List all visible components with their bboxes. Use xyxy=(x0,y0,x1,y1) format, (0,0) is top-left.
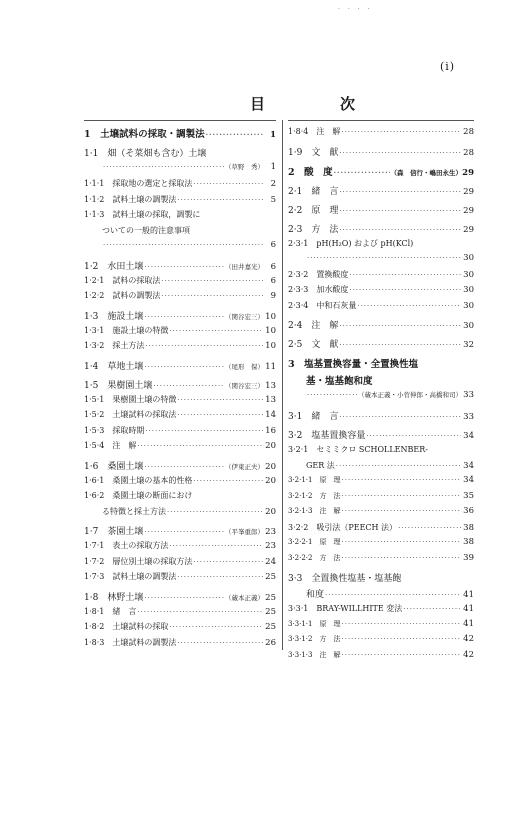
entry-label: 2·2 原 理 xyxy=(288,205,339,216)
toc-entry xyxy=(288,184,474,200)
entry-label: 1·1·1 採取地の選定と採取法 xyxy=(84,179,193,188)
toc-entry xyxy=(84,571,276,587)
entry-label: 2·1 緒 言 xyxy=(288,186,339,197)
entry-label: 1·8 林野土壌 xyxy=(84,592,144,603)
leader-dots xyxy=(349,271,461,279)
leader-dots xyxy=(153,382,224,390)
entry-page: 10 xyxy=(265,341,276,351)
entry-author: （草野 秀） xyxy=(225,163,264,171)
entry-author: （蔵本正義） xyxy=(225,593,264,602)
entry-page: 41 xyxy=(463,604,474,614)
leader-dots xyxy=(325,591,461,599)
toc-entry xyxy=(288,253,474,269)
leader-dots xyxy=(144,463,224,471)
entry-label: 3·2·1·3 注 解 xyxy=(288,507,341,515)
entry-page: 20 xyxy=(265,475,276,486)
leader-dots xyxy=(137,442,263,450)
toc-entry xyxy=(288,238,474,254)
toc-entry xyxy=(288,571,474,587)
leader-dots xyxy=(193,558,263,566)
toc-entry xyxy=(84,378,276,394)
toc-entry xyxy=(84,359,276,375)
entry-label: 3 塩基置換容量・全置換性塩 xyxy=(288,359,419,370)
entry-label: 1·5 果樹園土壌 xyxy=(84,380,153,391)
entry-label: 1·6·1 桑園土壌の基本的性格 xyxy=(84,475,193,485)
entry-label: 1·5·4 注 解 xyxy=(84,441,137,450)
toc-entry xyxy=(288,650,474,666)
column-divider xyxy=(282,120,283,650)
entry-label: 3·3·1 BRAY-WILLHITE 変法 xyxy=(288,604,403,613)
toc-entry xyxy=(84,540,276,556)
entry-page: 10 xyxy=(265,325,276,336)
entry-page: 25 xyxy=(265,572,276,582)
entry-page: 28 xyxy=(463,127,474,137)
leader-dots xyxy=(342,620,462,628)
entry-label: 基・塩基飽和度 xyxy=(306,376,373,387)
toc-entry xyxy=(288,522,474,538)
toc-entry xyxy=(288,222,474,238)
leader-dots xyxy=(342,492,462,500)
toc-entry xyxy=(288,619,474,635)
entry-label: 1 土壌試料の採取・調製法 xyxy=(84,129,205,140)
leader-dots xyxy=(177,411,263,419)
toc-entry xyxy=(288,475,474,491)
entry-label: 2·3·1 pH(H₂O) および pH(KCl) xyxy=(288,238,414,248)
leader-dots xyxy=(144,363,224,371)
entry-page: 13 xyxy=(265,394,276,405)
entry-page: 35 xyxy=(463,490,474,501)
entry-label: 1·9 文 献 xyxy=(288,147,339,158)
entry-page: 41 xyxy=(463,590,474,600)
leader-dots xyxy=(193,180,263,188)
toc-entry xyxy=(84,425,276,441)
toc-entry xyxy=(84,606,276,622)
toc-entry xyxy=(84,162,276,178)
toc-entry xyxy=(288,203,474,219)
leader-dots xyxy=(307,254,461,262)
entry-label: 3·2·1 セミミクロ SCHOLLENBER- xyxy=(288,445,428,454)
toc-entry xyxy=(84,275,276,291)
toc-entry xyxy=(288,373,474,390)
entry-label: 1·7 茶園土壌 xyxy=(84,527,144,537)
toc-entry xyxy=(84,240,276,256)
entry-page: 16 xyxy=(265,425,276,436)
entry-label: 和度 xyxy=(306,590,325,600)
entry-label: 1·1·3 試料土壌の採取，調製に xyxy=(84,210,201,219)
toc-entry xyxy=(84,490,276,506)
leader-dots xyxy=(342,538,462,546)
toc-entry xyxy=(84,590,276,606)
entry-page: 25 xyxy=(265,606,276,617)
entry-page: 29 xyxy=(462,167,474,178)
entry-page: 10 xyxy=(265,311,276,322)
leader-dots xyxy=(334,168,390,177)
leader-dots xyxy=(307,391,357,399)
toc-right-column xyxy=(288,126,474,665)
leader-dots xyxy=(144,594,224,602)
toc-entry xyxy=(288,164,474,181)
toc-entry xyxy=(84,459,276,475)
entry-label: 1·2 水田土壌 xyxy=(84,261,144,272)
leader-dots xyxy=(144,528,224,536)
toc-entry xyxy=(288,269,474,285)
leader-dots xyxy=(103,241,263,249)
entry-label: 1·8·4 注 解 xyxy=(288,127,341,136)
toc-entry xyxy=(288,145,474,161)
toc-entry xyxy=(84,325,276,341)
leader-dots xyxy=(144,313,224,321)
leader-dots xyxy=(169,327,263,335)
leader-dots xyxy=(169,542,263,550)
leader-dots xyxy=(339,207,461,215)
toc-entry xyxy=(84,178,276,194)
toc-entry xyxy=(288,390,474,406)
entry-label: GER 法 xyxy=(306,460,335,470)
entry-page: 23 xyxy=(265,541,276,551)
leader-dots xyxy=(339,413,461,421)
entry-page: 25 xyxy=(265,592,276,603)
leader-dots xyxy=(145,342,263,350)
leader-dots xyxy=(339,341,461,349)
entry-page: 1 xyxy=(270,130,276,140)
leader-dots xyxy=(357,302,461,310)
toc-entry xyxy=(84,394,276,410)
entry-label: 2 酸 度 xyxy=(288,166,333,178)
toc-entry xyxy=(288,537,474,553)
entry-page: 24 xyxy=(265,556,276,567)
leader-dots xyxy=(144,263,224,271)
toc-entry xyxy=(288,356,474,373)
entry-page: 34 xyxy=(463,460,474,471)
entry-page: 30 xyxy=(463,253,474,263)
entry-page: 14 xyxy=(265,410,276,420)
entry-page: 34 xyxy=(463,431,474,441)
leader-dots xyxy=(177,573,263,581)
toc-title: 目 次 xyxy=(250,95,386,113)
entry-author: （森 信行・嶋田永生） xyxy=(390,168,462,177)
leader-dots xyxy=(342,476,462,484)
leader-dots xyxy=(366,432,461,440)
toc-entry xyxy=(84,409,276,425)
entry-page: 30 xyxy=(463,285,474,295)
entry-page: 32 xyxy=(463,340,474,350)
entry-page: 26 xyxy=(265,637,276,648)
entry-label: 3·3·1·1 原 理 xyxy=(288,619,341,628)
toc-entry xyxy=(84,506,276,522)
toc-entry xyxy=(288,300,474,316)
entry-page: 11 xyxy=(265,361,276,372)
entry-page: 39 xyxy=(463,552,474,563)
entry-page: 5 xyxy=(270,194,276,205)
entry-page: 20 xyxy=(265,441,276,451)
entry-label: 1·8·1 緒 言 xyxy=(84,606,137,616)
entry-page: 2 xyxy=(270,179,276,189)
entry-page: 30 xyxy=(463,321,474,331)
entry-label: 2·3 方 法 xyxy=(288,224,339,235)
entry-page: 9 xyxy=(270,291,276,301)
entry-label: 1·7·2 層位別土壌の採取方法 xyxy=(84,556,193,566)
entry-page: 23 xyxy=(265,527,276,537)
toc-entry xyxy=(288,460,474,476)
leader-dots xyxy=(339,322,461,330)
entry-page: 42 xyxy=(463,634,474,644)
entry-label: 3·3·1·2 方 法 xyxy=(288,635,341,643)
leader-dots xyxy=(339,149,461,157)
entry-author: （伊東正夫） xyxy=(225,462,264,471)
entry-page: 42 xyxy=(463,649,474,660)
toc-entry xyxy=(288,318,474,334)
entry-label: 3·2·1·2 方 法 xyxy=(288,491,341,500)
entry-label: 2·3·2 置換酸度 xyxy=(288,269,349,279)
entry-author: （関谷宏三） xyxy=(225,381,264,390)
toc-entry xyxy=(84,340,276,356)
leader-dots xyxy=(145,427,263,435)
entry-page: 38 xyxy=(463,537,474,547)
entry-page: 6 xyxy=(270,261,276,272)
entry-page: 34 xyxy=(463,475,474,485)
toc-entry xyxy=(288,337,474,353)
entry-author: （田井嘉光） xyxy=(225,262,264,271)
entry-label: 2·5 文 献 xyxy=(288,340,339,350)
toc-entry xyxy=(288,409,474,425)
toc-entry xyxy=(84,146,276,162)
toc-entry xyxy=(84,209,276,225)
leader-dots xyxy=(137,608,263,616)
entry-page: 29 xyxy=(463,205,474,216)
toc-entry xyxy=(84,524,276,540)
toc-entry xyxy=(288,284,474,300)
toc-entry xyxy=(288,587,474,603)
entry-page: 29 xyxy=(463,186,474,197)
entry-page: 25 xyxy=(265,622,276,632)
entry-page: 20 xyxy=(265,506,276,517)
left-top-rule xyxy=(84,120,276,121)
entry-label: 1·4 草地土壌 xyxy=(84,361,144,372)
entry-label: 1·5·1 果樹園土壌の特徴 xyxy=(84,394,177,404)
leader-dots xyxy=(167,508,263,516)
leader-dots xyxy=(206,130,263,139)
toc-left-column xyxy=(84,126,276,652)
entry-label: 1·8·3 土壌試料の調製法 xyxy=(84,637,177,647)
entry-label: 1·5·2 土壌試料の採取法 xyxy=(84,410,177,419)
leader-dots xyxy=(161,277,263,285)
toc-entry xyxy=(84,259,276,275)
toc-entry xyxy=(84,556,276,572)
entry-label: 1·3 施設土壌 xyxy=(84,311,144,322)
entry-label: 1·1·2 試料土壌の調製法 xyxy=(84,194,177,204)
toc-entry xyxy=(84,475,276,491)
scan-specks: · · · · xyxy=(338,6,373,13)
entry-label: 3·2 塩基置換容量 xyxy=(288,431,366,441)
entry-page: 1 xyxy=(270,162,276,172)
entry-label: 2·4 注 解 xyxy=(288,321,339,331)
toc-entry xyxy=(84,290,276,306)
leader-dots xyxy=(342,651,462,659)
leader-dots xyxy=(103,163,224,171)
entry-author: （関谷宏三） xyxy=(225,312,264,321)
toc-entry xyxy=(288,491,474,507)
entry-page: 20 xyxy=(265,461,276,472)
entry-label: 3·3 全置換性塩基・塩基飽 xyxy=(288,574,402,584)
toc-entry xyxy=(84,225,276,241)
leader-dots xyxy=(177,396,263,404)
entry-label: 1·3·1 施設土壌の特徴 xyxy=(84,325,169,335)
entry-label: 3·2·2·1 原 理 xyxy=(288,538,341,546)
entry-label: 3·2·2 吸引法（PEECH 法） xyxy=(288,522,398,532)
entry-label: 1·1 畑（そ菜畑も含む）土壌 xyxy=(84,149,207,159)
toc-entry xyxy=(288,603,474,619)
entry-page: 33 xyxy=(463,412,474,422)
toc-entry xyxy=(288,428,474,444)
leader-dots xyxy=(161,292,263,300)
toc-entry xyxy=(84,194,276,210)
entry-label: 2·3·4 中和石灰量 xyxy=(288,300,357,310)
toc-entry xyxy=(288,126,474,142)
entry-label: 2·3·3 加水酸度 xyxy=(288,285,349,294)
entry-author: （尾形 保） xyxy=(225,362,264,371)
entry-page: 30 xyxy=(463,269,474,280)
entry-page: 28 xyxy=(463,147,474,158)
entry-label: る特徴と採土方法 xyxy=(102,506,166,516)
leader-dots xyxy=(169,623,263,631)
leader-dots xyxy=(339,226,461,234)
entry-page: 6 xyxy=(270,240,276,250)
leader-dots xyxy=(349,286,461,294)
leader-dots xyxy=(177,196,263,204)
toc-entry xyxy=(288,444,474,460)
leader-dots xyxy=(177,639,263,647)
page-number: (i) xyxy=(440,60,456,73)
entry-author: （平峯重郎） xyxy=(225,528,264,536)
toc-entry xyxy=(84,309,276,325)
entry-label: 1·2·2 試料の調製法 xyxy=(84,291,161,300)
entry-label: 3·1 緒 言 xyxy=(288,412,339,422)
leader-dots xyxy=(193,477,263,485)
entry-label: 3·2·2·2 方 法 xyxy=(288,553,341,562)
entry-page: 29 xyxy=(463,224,474,235)
entry-label: 1·3·2 採土方法 xyxy=(84,341,145,350)
leader-dots xyxy=(403,605,461,613)
toc-entry xyxy=(288,634,474,650)
leader-dots xyxy=(342,554,462,562)
entry-page: 13 xyxy=(265,380,276,391)
leader-dots xyxy=(342,635,462,643)
leader-dots xyxy=(336,462,461,470)
entry-page: 6 xyxy=(270,275,276,286)
entry-label: 1·6 桑園土壌 xyxy=(84,461,144,472)
entry-label: 3·2·1·1 原 理 xyxy=(288,476,341,484)
entry-label: 1·5·3 採取時期 xyxy=(84,425,145,435)
entry-label: 1·7·1 表土の採取方法 xyxy=(84,541,169,550)
entry-author: （蔵本正義・小菅伸郎・高橋和司） xyxy=(358,391,462,399)
entry-page: 38 xyxy=(463,522,474,533)
toc-entry xyxy=(84,637,276,653)
entry-page: 33 xyxy=(463,390,474,400)
toc-entry xyxy=(84,440,276,456)
entry-page: 41 xyxy=(463,618,474,629)
leader-dots xyxy=(339,188,461,196)
toc-entry xyxy=(288,553,474,569)
entry-label: ついての一般的注意事項 xyxy=(102,225,190,235)
entry-label: 1·6·2 桑園土壌の断面におけ xyxy=(84,491,193,500)
right-top-rule xyxy=(288,120,474,121)
toc-entry xyxy=(84,621,276,637)
entry-label: 1·7·3 試料土壌の調製法 xyxy=(84,572,177,581)
entry-page: 30 xyxy=(463,300,474,311)
leader-dots xyxy=(398,524,461,532)
entry-label: 1·2·1 試料の採取法 xyxy=(84,275,161,285)
leader-dots xyxy=(342,507,462,515)
entry-page: 36 xyxy=(463,506,474,516)
entry-label: 3·3·1·3 注 解 xyxy=(288,650,341,659)
toc-entry xyxy=(84,126,276,143)
leader-dots xyxy=(341,128,461,136)
entry-label: 1·8·2 土壌試料の採取 xyxy=(84,622,169,631)
toc-entry xyxy=(288,506,474,522)
